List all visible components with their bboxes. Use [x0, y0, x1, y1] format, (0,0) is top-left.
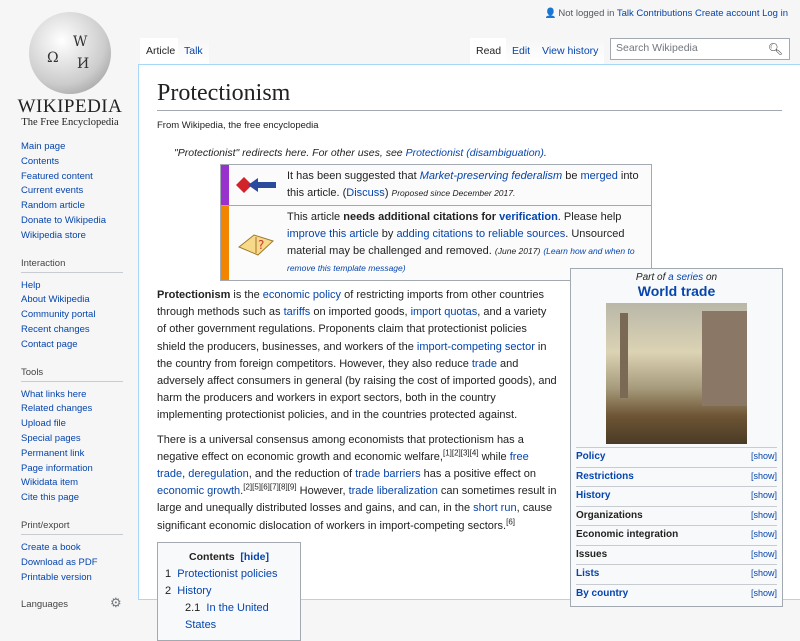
text-segment: of restricting imports from other countries through methods such as: [157, 289, 544, 319]
tab-edit[interactable]: Edit: [506, 38, 536, 64]
text-segment: needs additional citations for: [343, 211, 500, 223]
text-segment: , and the reduction of: [248, 468, 356, 481]
text-segment: (June 2017): [494, 246, 541, 256]
sidebar-item-wikipedia-store[interactable]: Wikipedia store: [21, 229, 86, 241]
sidebar-item-contact-page[interactable]: Contact page: [21, 338, 78, 350]
toc-link[interactable]: Protectionist policies: [177, 567, 278, 580]
link[interactable]: [2][5][6][7][8][9]: [243, 482, 297, 492]
link[interactable]: Discuss: [346, 187, 385, 199]
infobox-row: [576, 486, 777, 506]
infobox-show-toggle[interactable]: [show]: [750, 548, 777, 559]
link[interactable]: deregulation: [188, 468, 249, 481]
link[interactable]: Protectionist (disambiguation): [405, 147, 544, 159]
sidebar-item-related-changes[interactable]: Related changes: [21, 403, 93, 415]
contributions-link[interactable]: Contributions: [636, 8, 693, 19]
sidebar-item-special-pages[interactable]: Special pages: [21, 432, 81, 444]
sidebar-heading-tools: Tools: [21, 367, 123, 382]
personal-tools: [537, 8, 788, 19]
text-segment: . Unsourced material may be challenged and removed.: [287, 228, 625, 257]
toc-number: 1: [165, 567, 172, 580]
link[interactable]: Market-preserving federalism: [419, 170, 563, 182]
toc-title: Contents: [189, 550, 235, 563]
tab-article[interactable]: Article: [140, 38, 181, 64]
sidebar-item-recent-changes[interactable]: Recent changes: [21, 323, 90, 335]
sidebar-heading-print: Print/export: [21, 520, 123, 535]
sidebar-item-download-as-pdf[interactable]: Download as PDF: [21, 556, 98, 568]
text-segment: Part of: [635, 272, 669, 283]
text-segment: while: [478, 450, 510, 463]
link[interactable]: tariffs: [283, 306, 311, 319]
tab-read[interactable]: Read: [470, 38, 507, 64]
search-placeholder: Search Wikipedia: [616, 42, 698, 54]
text-segment: . Please help: [557, 211, 622, 223]
link[interactable]: economic policy: [262, 289, 342, 301]
infobox-world-trade: [570, 268, 783, 607]
infobox-row-title: Issues: [576, 548, 608, 560]
globe-icon: Ω W И: [29, 12, 111, 94]
paragraph-1: [157, 287, 557, 425]
text-segment: This article: [287, 211, 344, 223]
toc-link[interactable]: In the United States: [185, 601, 269, 631]
infobox-row: [576, 545, 777, 565]
sidebar-item-community-portal[interactable]: Community portal: [21, 309, 96, 321]
paragraph-2: [157, 432, 557, 535]
merge-arrow-icon: [229, 165, 283, 205]
infobox-title[interactable]: World trade: [637, 283, 716, 299]
infobox-row: [576, 525, 777, 545]
infobox-show-toggle[interactable]: [show]: [750, 529, 777, 539]
link[interactable]: trade barriers: [355, 468, 421, 481]
content: [138, 64, 800, 631]
text-segment: .: [240, 485, 244, 498]
infobox-row-title[interactable]: By country: [576, 587, 629, 599]
tab-talk[interactable]: Talk: [178, 38, 209, 64]
link[interactable]: (Learn how and when to remove this template message): [287, 246, 635, 273]
link[interactable]: improve this article: [287, 228, 379, 240]
create-account-link[interactable]: Create account: [695, 8, 760, 19]
text-segment: has a positive effect on: [420, 468, 536, 481]
text-segment: on imported goods,: [310, 306, 411, 319]
table-of-contents: [157, 542, 301, 641]
text-segment: in the country from foreign competitors. However, they also reduce: [157, 340, 547, 370]
search-icon[interactable]: 🔍︎: [767, 42, 783, 56]
toc-hide-toggle[interactable]: [hide]: [240, 550, 269, 563]
link[interactable]: import quotas: [410, 306, 478, 319]
infobox-row-title[interactable]: Policy: [576, 451, 606, 462]
article-body: [157, 287, 557, 535]
sidebar: [0, 140, 138, 627]
sidebar-item-donate-to-wikipedia[interactable]: Donate to Wikipedia: [21, 214, 107, 226]
infobox-show-toggle[interactable]: [show]: [750, 490, 777, 500]
sidebar-item-featured-content[interactable]: Featured content: [21, 170, 93, 182]
sidebar-item-contents[interactable]: Contents: [21, 155, 60, 167]
sidebar-heading-languages: Languages: [21, 599, 69, 611]
text-segment: Protectionism: [157, 289, 231, 301]
page-title: Protectionism: [157, 80, 782, 111]
sidebar-item-cite-this-page[interactable]: Cite this page: [21, 492, 80, 504]
text-segment: on: [703, 272, 718, 283]
link[interactable]: economic growth: [157, 485, 241, 498]
not-logged-in: Not logged in: [558, 8, 615, 19]
text-segment: There is a universal consensus among economists that protectionism has a negative effect on economic growth and economic welfare,: [157, 433, 524, 463]
sidebar-item-main-page[interactable]: Main page: [21, 141, 66, 152]
toc-number: 2.1: [185, 601, 201, 614]
link[interactable]: [1][2][3][4]: [442, 448, 479, 458]
sidebar-item-what-links-here[interactable]: What links here: [21, 388, 87, 400]
infobox-show-toggle[interactable]: [show]: [750, 470, 777, 481]
text-segment: can sometimes result in large and unequally distributed losses and gains, and can, in the: [157, 485, 557, 515]
sidebar-item-current-events[interactable]: Current events: [21, 185, 84, 197]
sidebar-item-create-a-book[interactable]: Create a book: [21, 541, 81, 553]
gear-icon[interactable]: ⚙: [110, 595, 122, 611]
infobox-row: [576, 564, 777, 584]
log-in-link[interactable]: Log in: [762, 8, 788, 19]
infobox-show-toggle[interactable]: [show]: [750, 509, 777, 520]
text-segment: and adversely affect consumers in general (by raising the cost of imported goods), and harm the producers and workers in export sectors, both in the country implementing protectionist policies, and in the countries protected against.: [157, 357, 557, 422]
sidebar-heading-interaction: Interaction: [21, 258, 123, 273]
toc-item: [165, 566, 293, 583]
infobox-row-title: Economic integration: [576, 529, 679, 540]
sidebar-item-about-wikipedia[interactable]: About Wikipedia: [21, 294, 90, 306]
text-segment: It has been suggested that: [287, 170, 420, 182]
logo-wordmark: WIKIPEDIA: [17, 96, 123, 117]
site-subtitle: From Wikipedia, the free encyclopedia: [157, 120, 319, 131]
search-input[interactable]: [610, 38, 790, 60]
infobox-row: [576, 467, 777, 487]
text-segment: ): [384, 187, 392, 199]
toc-item: [165, 583, 293, 600]
link[interactable]: trade liberalization: [348, 485, 438, 498]
infobox-row: [576, 506, 777, 526]
sidebar-item-wikidata-item[interactable]: Wikidata item: [21, 477, 79, 489]
infobox-row-title: Organizations: [576, 509, 643, 521]
sidebar-item-printable-version[interactable]: Printable version: [21, 571, 92, 583]
toc-item: [165, 600, 293, 634]
harbor-painting-image[interactable]: [606, 303, 747, 444]
infobox-row-title[interactable]: Lists: [576, 568, 600, 579]
link[interactable]: merged: [580, 170, 618, 182]
text-segment: , and a variety of other government regulations. Proponents claim that protectionist policies shield the producers, businesses, and workers of the: [157, 306, 547, 353]
sidebar-item-upload-file[interactable]: Upload file: [21, 418, 66, 430]
infobox-row-title[interactable]: Restrictions: [576, 470, 634, 482]
text-segment: into this article. (: [287, 170, 639, 199]
wikipedia-logo[interactable]: [10, 8, 130, 128]
infobox-show-toggle[interactable]: [show]: [750, 451, 777, 461]
text-segment: , cause significant economic dislocation of workers in import-competing sectors.: [157, 502, 553, 532]
sidebar-item-permanent-link[interactable]: Permanent link: [21, 447, 85, 459]
link[interactable]: adding citations to reliable sources: [396, 228, 566, 240]
text-segment: However,: [296, 485, 349, 498]
link[interactable]: [6]: [506, 516, 515, 526]
sidebar-item-random-article[interactable]: Random article: [21, 200, 85, 212]
logo-tagline: The Free Encyclopedia: [21, 117, 119, 128]
sidebar-item-page-information[interactable]: Page information: [21, 462, 93, 474]
infobox-row: [576, 447, 777, 467]
text-segment: .: [543, 147, 547, 159]
text-segment: by: [378, 228, 397, 240]
infobox-row-title[interactable]: History: [576, 490, 611, 501]
infobox-row: [576, 584, 777, 604]
hatnote: [174, 147, 782, 159]
sidebar-item-help[interactable]: Help: [21, 279, 41, 291]
toc-number: 2: [165, 584, 172, 597]
text-segment: Proposed since December 2017.: [391, 188, 516, 198]
user-icon: 👤: [544, 8, 557, 19]
link[interactable]: free trade: [157, 450, 529, 481]
infobox-show-toggle[interactable]: [show]: [750, 587, 777, 598]
link[interactable]: short run: [473, 502, 517, 515]
merge-notice: [220, 164, 652, 206]
svg-text:?: ?: [258, 238, 265, 252]
toc-link[interactable]: History: [177, 584, 212, 597]
text-segment: "Protectionist" redirects here. For other uses, see: [174, 147, 406, 159]
text-segment: is the: [230, 289, 263, 301]
infobox-series-label: [576, 272, 777, 283]
text-segment: ,: [182, 468, 189, 481]
link[interactable]: import-competing sector: [416, 340, 535, 353]
tab-view-history[interactable]: View history: [536, 38, 604, 64]
link[interactable]: a series: [668, 272, 704, 283]
book-question-icon: [229, 206, 283, 280]
link[interactable]: verification: [499, 211, 558, 223]
link[interactable]: trade: [471, 357, 497, 370]
text-segment: be: [562, 170, 581, 182]
talk-link[interactable]: Talk: [616, 8, 634, 19]
infobox-show-toggle[interactable]: [show]: [750, 568, 777, 578]
